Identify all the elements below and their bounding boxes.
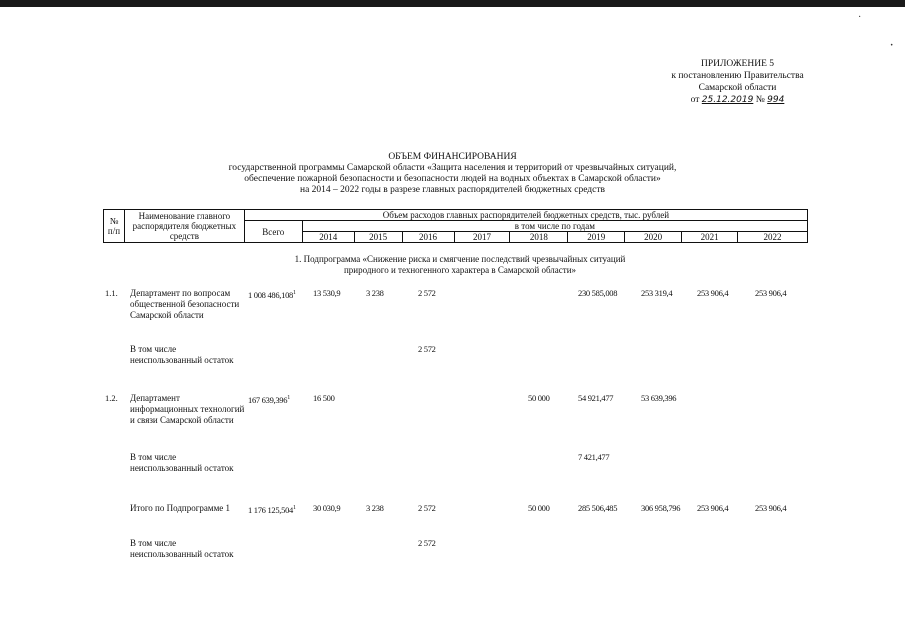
row-year-value: 2 572: [418, 288, 436, 298]
header-by-years: в том числе по годам: [302, 221, 807, 232]
header-total: Всего: [244, 221, 302, 243]
row-name: В том числе неиспользованный остаток: [130, 344, 234, 365]
row-year-value: 306 958,796: [641, 503, 681, 513]
row-name: Итого по Подпрограмме 1: [130, 503, 231, 513]
appendix-title: ПРИЛОЖЕНИЕ 5: [700, 59, 775, 69]
row-year-value: 50 000: [528, 503, 550, 513]
row-year-value: 2 572: [418, 503, 436, 513]
row-year-value: 253 906,4: [755, 288, 787, 298]
row-year-value: 253 906,4: [755, 503, 787, 513]
row-name: Департамент по вопросам общественной безопасности Самарской области: [130, 288, 240, 320]
row-year-value: 16 500: [313, 393, 335, 403]
row-number: 1.2.: [105, 393, 118, 403]
header-year: 2022: [738, 232, 808, 243]
row-year-value: 230 585,008: [578, 288, 618, 298]
header-year: 2021: [682, 232, 738, 243]
row-total: 1 176 125,504$^1$: [248, 504, 296, 515]
header-year: 2017: [454, 232, 510, 243]
row-total: 167 639,396$^1$: [248, 394, 290, 405]
header-year: 2018: [510, 232, 568, 243]
header-year: 2015: [354, 232, 402, 243]
header-name: Наименование главного распорядителя бюджетных средств: [124, 210, 244, 243]
row-year-value: 30 030,9: [313, 503, 341, 513]
row-year-value: 3 238: [366, 503, 384, 513]
appendix-line: к постановлению Правительства: [671, 71, 804, 81]
row-year-value: 7 421,477: [578, 452, 610, 462]
header-year: 2014: [302, 232, 354, 243]
financing-table-header: [103, 209, 808, 243]
row-name: В том числе неиспользованный остаток: [130, 538, 234, 559]
handwritten-number: 994: [767, 95, 785, 105]
appendix-line: Самарской области: [698, 83, 777, 93]
row-year-value: 253 906,4: [697, 288, 729, 298]
handwritten-date: 25.12.2019: [701, 95, 754, 105]
row-name: Департамент информационных технологий и связи Самарской области: [130, 393, 245, 425]
appendix-block: [620, 58, 855, 106]
header-year: 2019: [568, 232, 625, 243]
row-year-value: 253 319,4: [641, 288, 673, 298]
document-title: ОБЪЕМ ФИНАНСИРОВАНИЯ государственной программы Самарской области «Защита населения и территорий от чрезвычайных ситуаций, обеспечение пожарной безопасности и безопасности людей на водных объектах в Самарской области» на 2014 – 2022 годы в разрезе главных распорядителей бюджетных средств: [228, 152, 677, 195]
row-total: 1 008 486,108$^1$: [248, 289, 296, 300]
row-name: В том числе неиспользованный остаток: [130, 452, 234, 473]
header-year: 2020: [625, 232, 682, 243]
row-year-value: 2 572: [418, 538, 436, 548]
row-year-value: 50 000: [528, 393, 550, 403]
header-year: 2016: [402, 232, 454, 243]
row-year-value: 3 238: [366, 288, 384, 298]
scan-top-border: [0, 0, 905, 7]
appendix-date-line: от 25.12.2019 № 994: [690, 95, 785, 105]
scan-speck: ·: [890, 40, 894, 51]
row-year-value: 53 639,396: [641, 393, 677, 403]
scan-speck: ·: [858, 12, 862, 23]
header-num: № п/п: [104, 210, 125, 243]
row-year-value: 13 530,9: [313, 288, 341, 298]
row-number: 1.1.: [105, 288, 118, 298]
row-year-value: 285 506,485: [578, 503, 618, 513]
row-year-value: 253 906,4: [697, 503, 729, 513]
row-year-value: 54 921,477: [578, 393, 614, 403]
subprogram-title: 1. Подпрограмма «Снижение риска и смягчение последствий чрезвычайных ситуаций природного и техногенного характера в Самарской области»: [294, 254, 626, 275]
header-volume: Объем расходов главных распорядителей бюджетных средств, тыс. рублей: [244, 210, 807, 221]
row-year-value: 2 572: [418, 344, 436, 354]
